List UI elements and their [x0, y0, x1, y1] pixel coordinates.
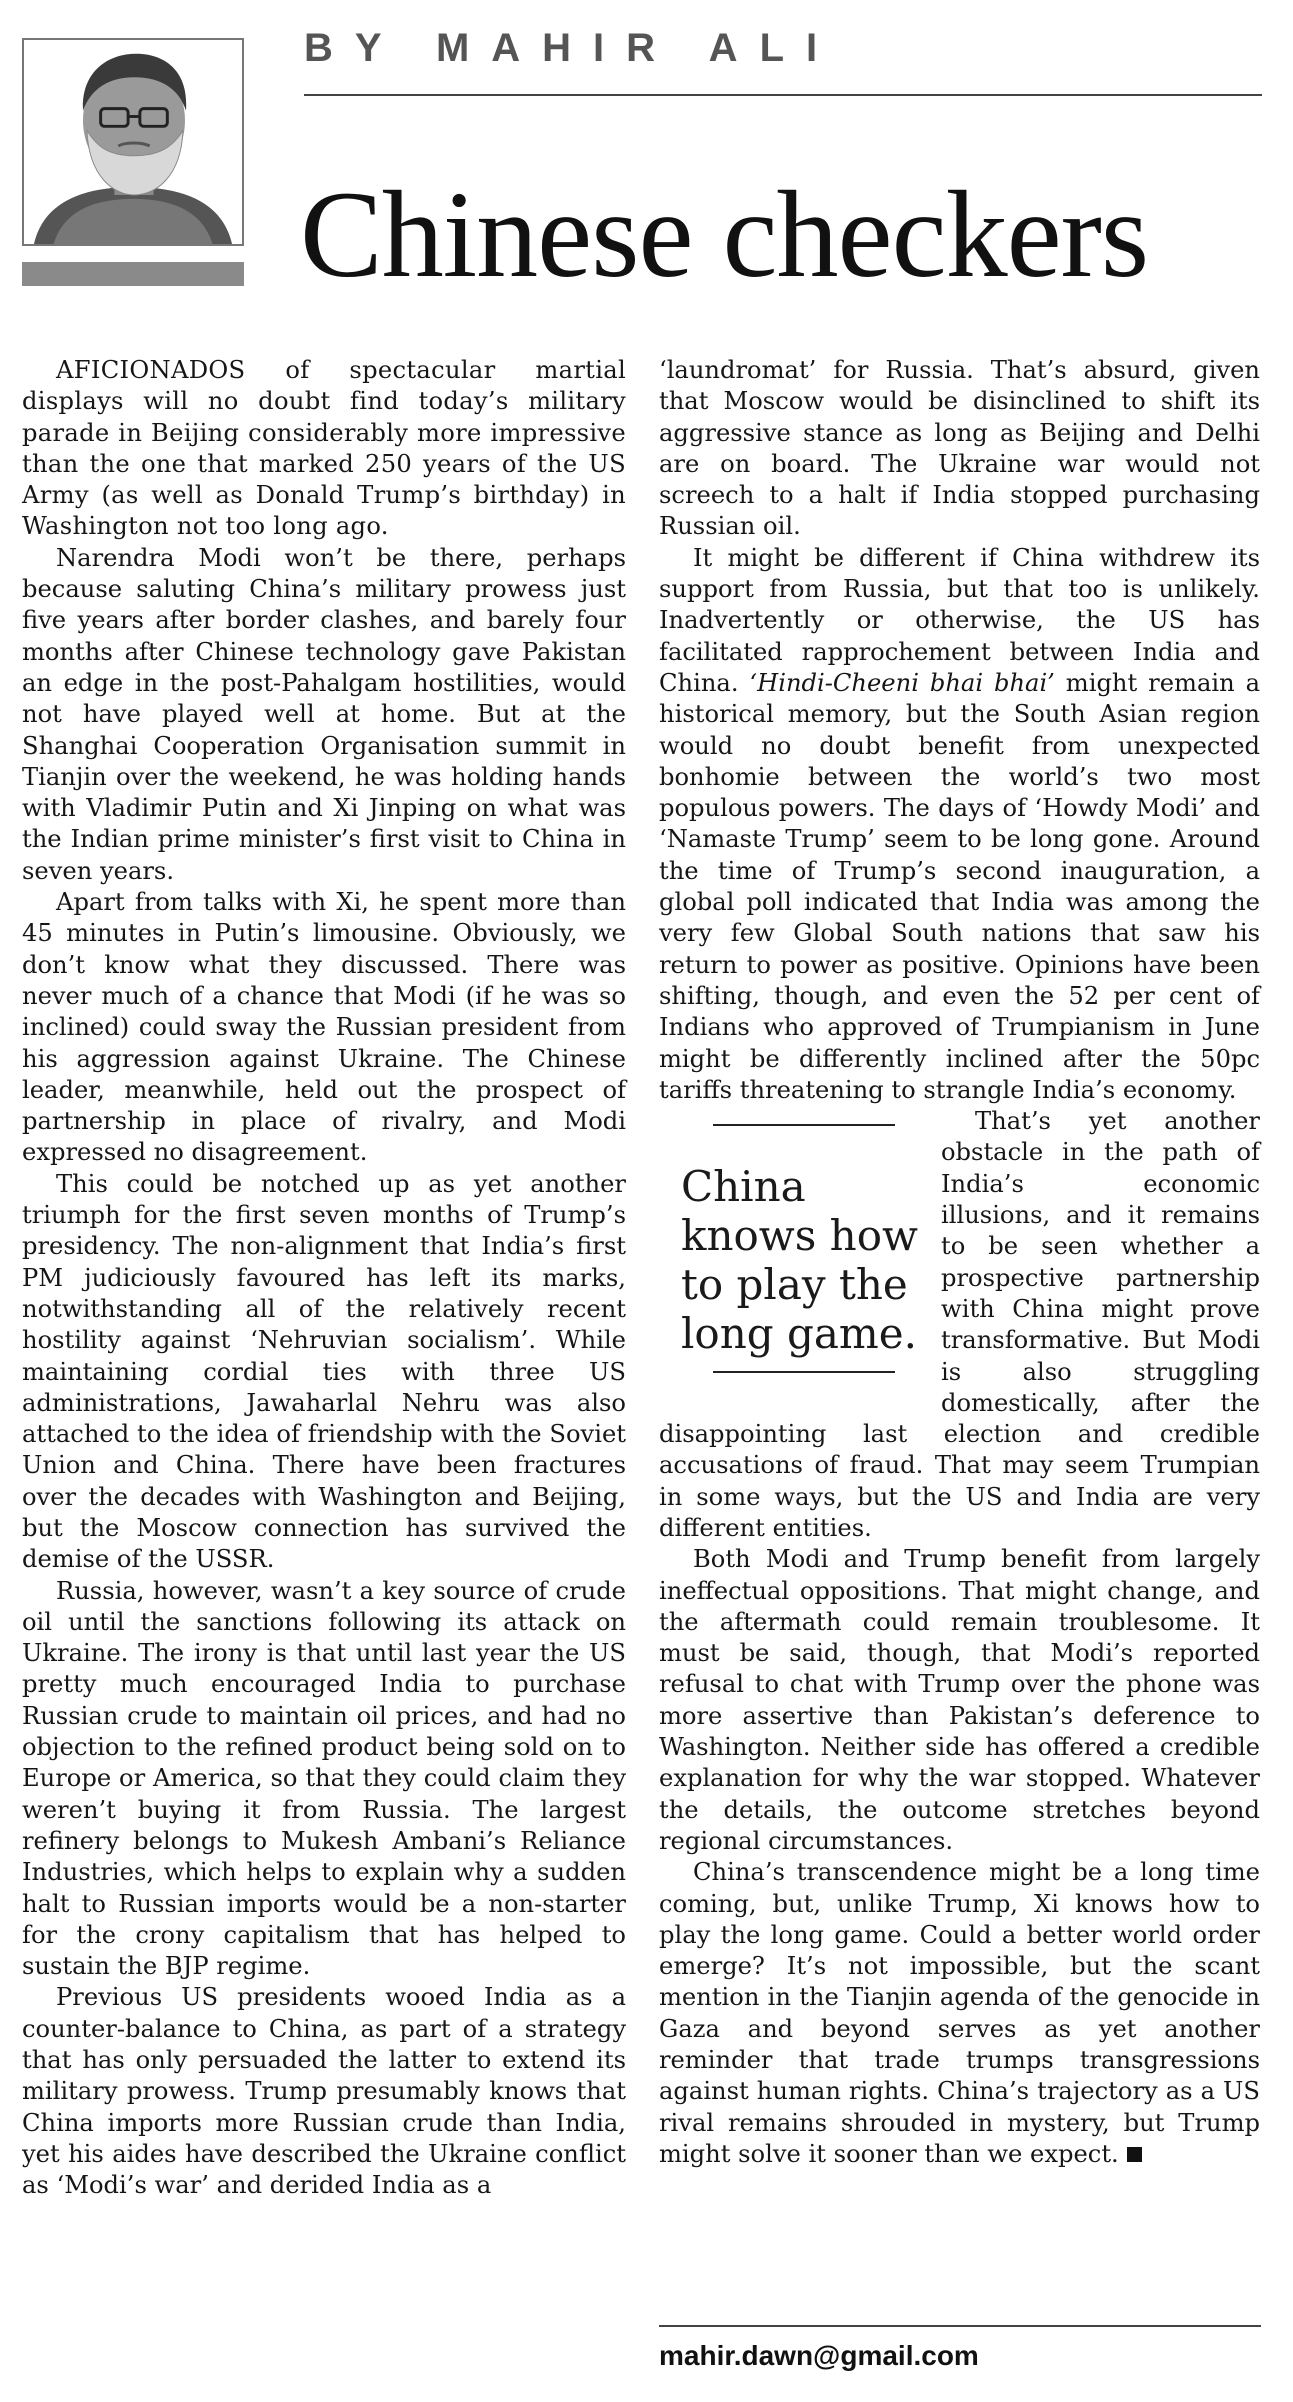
- byline: BY MAHIR ALI: [304, 26, 840, 70]
- pull-quote-line: knows how: [681, 1211, 918, 1261]
- pull-quote-text: [681, 1162, 931, 1358]
- paragraph: ‘laundromat’ for Russia. That’s absurd, given that Moscow would be disinclined to shift its aggressive stance as long as Beijing and Delhi are on board. The Ukraine war would not screech to a halt if India stopped purchasing Russian oil.: [659, 356, 1260, 541]
- paragraph-text: China’s transcendence might be a long time coming, but, unlike Trump, Xi knows how to play the long game. Could a better world order emerge? It’s not impossible, but the scant mention in the Tianjin agenda of the genocide in Gaza and beyond serves as yet another reminder that trade trumps transgressions against human rights. China’s trajectory as a US rival remains shrouded in mystery, but Trump might solve it sooner than we expect.: [659, 1858, 1260, 2168]
- author-portrait-image: [24, 40, 242, 244]
- paragraph-text: It might be different if China withdrew its support from Russia, but that too is unlikely. Inadvertently or otherwise, the US has facilitated rapprochement between India and China.: [659, 543, 1260, 697]
- end-of-article-mark: [1127, 2147, 1142, 2162]
- author-photo: [22, 38, 244, 246]
- email-divider: [659, 2325, 1261, 2327]
- pull-quote-line: long game.: [681, 1309, 917, 1359]
- pull-quote-line: to play the: [681, 1260, 908, 1310]
- paragraph: Narendra Modi won’t be there, perhaps because saluting China’s military prowess just five years after border clashes, and barely four months after Chinese technology gave Pakistan an edge in the post-Pahalgam hostilities, would not have played well at home. But at the Shanghai Cooperation Organisation summit in Tianjin over the weekend, he was holding hands with Vladimir Putin and Xi Jinping on what was the Indian prime minister’s first visit to China in seven years.: [22, 543, 626, 885]
- pull-quote: [659, 1106, 935, 1396]
- author-email[interactable]: mahir.dawn@gmail.com: [659, 2340, 979, 2371]
- paragraph: That’s yet another obstacle in the path of India’s economic illusions, and it remains to be seen whether a prospective partnership with China might prove transformative. But Modi is also struggling domestically, after the disappointing last election and credible accusations of fraud. That may seem Trumpian in some ways, but the US and India are very different entities.: [659, 1107, 1260, 1542]
- paragraph: [659, 543, 1260, 1106]
- paragraph: Apart from talks with Xi, he spent more than 45 minutes in Putin’s limousine. Obviously, we don’t know what they discussed. There was never much of a chance that Modi (if he was so inclined) could sway the Russian president from his aggression against Ukraine. The Chinese leader, meanwhile, held out the prospect of partnership in place of rivalry, and Modi expressed no disagreement.: [22, 888, 626, 1167]
- photo-accent-bar: [22, 262, 244, 286]
- paragraph: This could be notched up as yet another triumph for the first seven months of Trump’s presidency. The non-alignment that India’s first PM judiciously favoured has left its marks, notwithstanding all of the relatively recent hostility against ‘Nehruvian socialism’. While maintaining cordial ties with three US administrations, Jawaharlal Nehru was also attached to the idea of friendship with the Soviet Union and China. There have been fractures over the decades with Washington and Beijing, but the Moscow connection has survived the demise of the USSR.: [22, 1169, 626, 1574]
- pull-quote-line: China: [681, 1162, 806, 1212]
- byline-divider: [304, 94, 1262, 96]
- paragraph: AFICIONADOS of spectacular martial displays will no doubt find today’s military parade in Beijing considerably more impressive than the one that marked 250 years of the US Army (as well as Donald Trump’s birthday) in Washington not too long ago.: [22, 356, 626, 541]
- pull-quote-top-rule: [713, 1124, 895, 1126]
- paragraph: Russia, however, wasn’t a key source of crude oil until the sanctions following its attack on Ukraine. The irony is that until last year the US pretty much encouraged India to purchase Russian crude to maintain oil prices, and had no objection to the refined product being sold on to Europe or America, so that they could claim they weren’t buying it from Russia. The largest refinery belongs to Mukesh Ambani’s Reliance Industries, which helps to explain why a sudden halt to Russian imports would be a non-starter for the crony capitalism that has helped to sustain the BJP regime.: [22, 1576, 626, 1981]
- paragraph: Both Modi and Trump benefit from largely ineffectual oppositions. That might change, and the aftermath could remain troublesome. It must be said, though, that Modi’s reported refusal to chat with Trump over the phone was more assertive than Pakistan’s deference to Washington. Neither side has offered a credible explanation for why the war stopped. Whatever the details, the outcome stretches beyond regional circumstances.: [659, 1545, 1260, 1855]
- paragraph-text: might remain a historical memory, but the South Asian region would no doubt benefit from unexpected bonhomie between the world’s two most populous powers. The days of ‘Howdy Modi’ and ‘Namaste Trump’ seem to be long gone. Around the time of Trump’s second inauguration, a global poll indicated that India was among the very few Global South nations that saw his return to power as positive. Opinions have been shifting, though, and even the 52 per cent of Indians who approved of Trumpianism in June might be differently inclined after the 50pc tariffs threatening to strangle India’s economy.: [659, 668, 1261, 1104]
- italic-phrase: ‘Hindi-Cheeni bhai bhai’: [749, 668, 1055, 697]
- article-column-1: [22, 355, 626, 2202]
- paragraph: [659, 1857, 1260, 2170]
- headline: Chinese checkers: [300, 166, 1149, 303]
- article-column-2: [659, 355, 1260, 2170]
- pull-quote-bottom-rule: [713, 1371, 895, 1373]
- paragraph: Previous US presidents wooed India as a counter-balance to China, as part of a strategy that has only persuaded the latter to extend its military prowess. Trump presumably knows that China imports more Russian crude than India, yet his aides have described the Ukraine conflict as ‘Modi’s war’ and derided India as a: [22, 1983, 626, 2200]
